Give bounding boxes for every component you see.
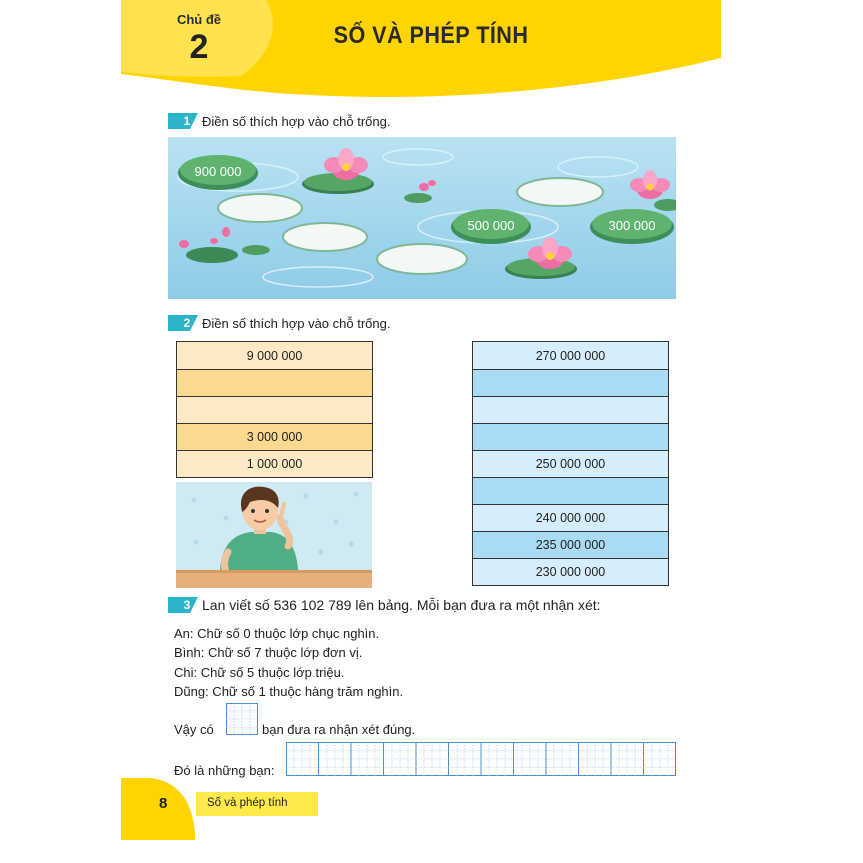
statement-dung: Dũng: Chữ số 1 thuộc hàng trăm nghìn. [174,684,404,699]
answer-suffix: bạn đưa ra nhận xét đúng. [262,722,416,737]
question-3-number: 3 [183,598,191,612]
right-cell-4[interactable] [473,423,668,450]
boy-drawing [176,482,372,588]
right-cell-5: 250 000 000 [473,450,668,477]
question-1-number: 1 [183,114,191,128]
right-cell-6[interactable] [473,477,668,504]
page-title: SỐ VÀ PHÉP TÍNH [333,22,529,49]
question-2-number: 2 [183,316,191,330]
left-number-table [176,341,373,478]
section-name: Số và phép tính [207,797,288,809]
right-cell-3[interactable] [473,396,668,423]
pad-label-2: 500 000 [467,218,515,233]
chapter-header [121,0,721,100]
statement-an: An: Chữ số 0 thuộc lớp chục nghìn. [174,626,380,641]
right-cell-7: 240 000 000 [473,504,668,531]
left-cell-3[interactable] [177,396,372,423]
names-writing-grid[interactable] [286,742,676,776]
pad-label-1: 900 000 [194,164,242,179]
right-number-table [472,341,669,586]
pad-label-3: 300 000 [608,218,656,233]
question-2-text: Điền số thích hợp vào chỗ trống. [202,316,391,331]
answer-count-box[interactable] [226,703,258,735]
question-1-text: Điền số thích hợp vào chỗ trống. [202,114,391,129]
topic-number: 2 [189,28,209,66]
topic-label: Chủ đề [176,12,222,27]
answer-prefix: Vậy có [174,722,214,737]
statement-chi: Chi: Chữ số 5 thuộc lớp triệu. [174,665,345,680]
right-cell-9: 230 000 000 [473,558,668,585]
workbook-page [121,0,721,840]
question-3-text: Lan viết số 536 102 789 lên bảng. Mỗi bạn đưa ra một nhận xét: [202,597,601,613]
left-cell-2[interactable] [177,369,372,396]
right-cell-8: 235 000 000 [473,531,668,558]
names-label: Đó là những bạn: [174,763,275,778]
left-cell-4: 3 000 000 [177,423,372,450]
page-number: 8 [159,795,168,812]
statement-binh: Bình: Chữ số 7 thuộc lớp đơn vị. [174,645,363,660]
right-cell-2[interactable] [473,369,668,396]
boy-illustration [176,482,372,588]
lily-pond-illustration [168,137,676,299]
left-cell-5: 1 000 000 [177,450,372,477]
left-cell-1: 9 000 000 [177,342,372,369]
right-cell-1: 270 000 000 [473,342,668,369]
